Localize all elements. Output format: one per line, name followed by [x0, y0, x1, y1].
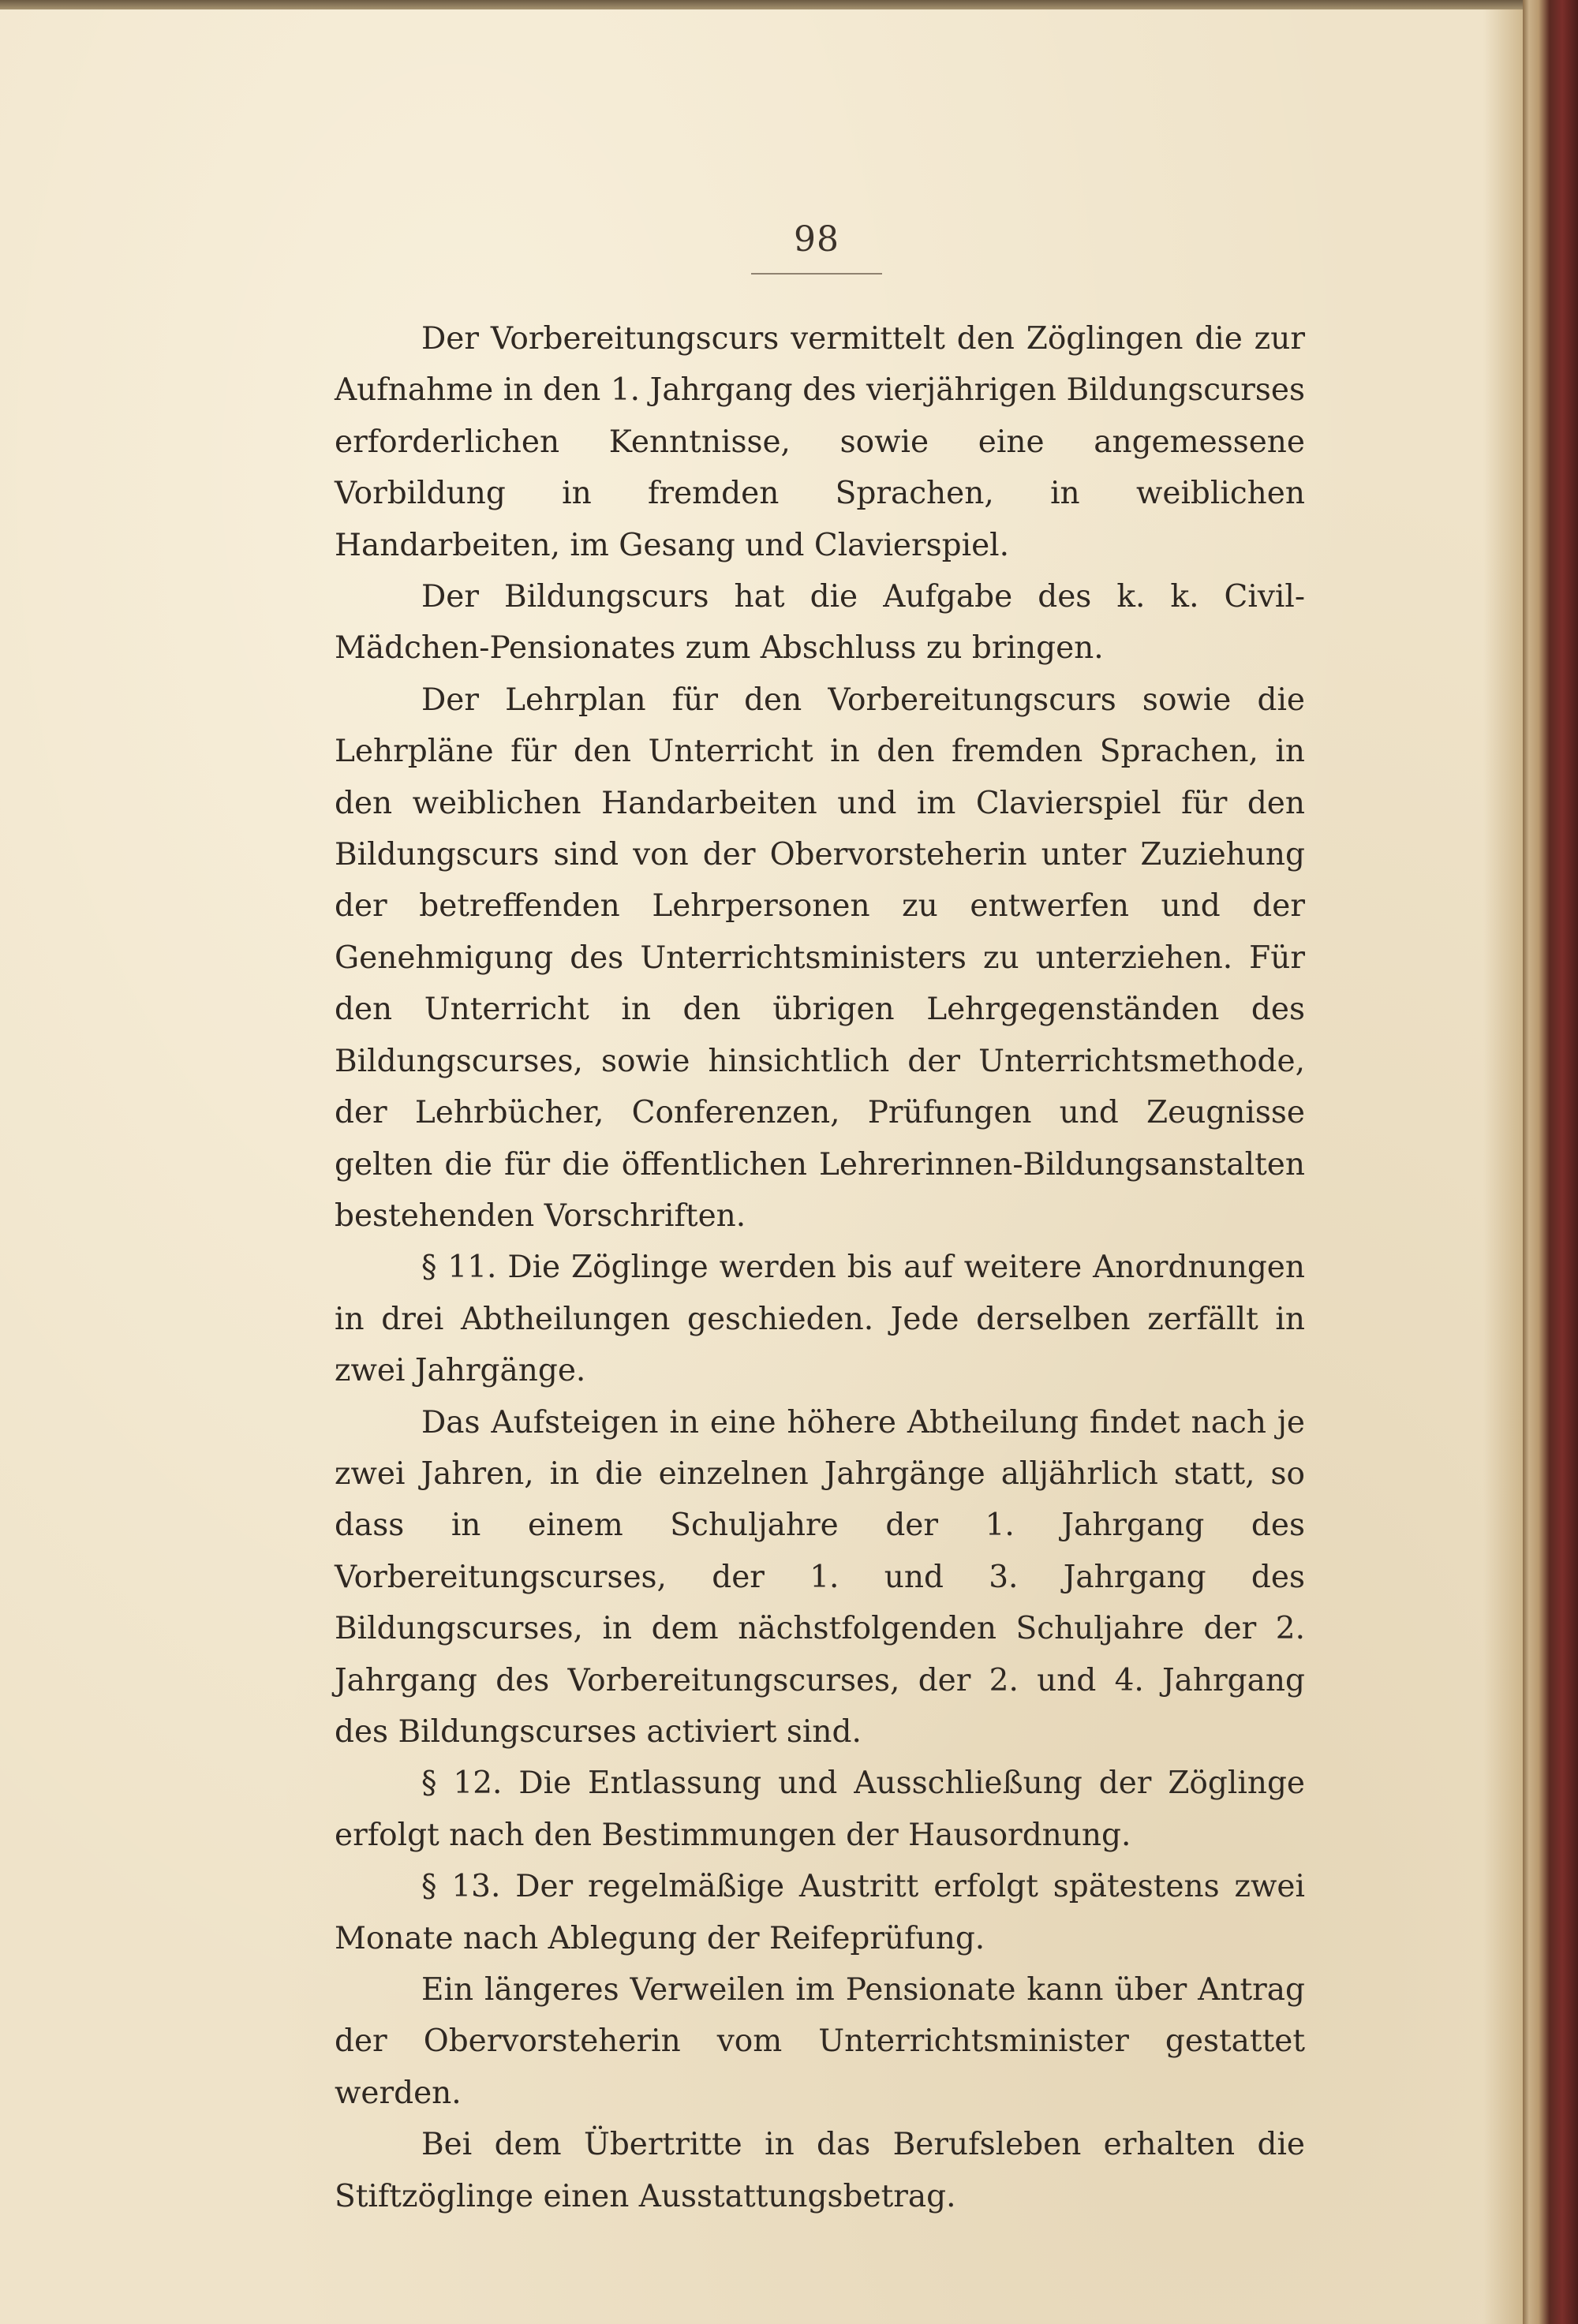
paragraph-section-11: § 11. Die Zöglinge werden bis auf weitere Anordnungen in drei Abtheilungen geschieden. Jede derselben zerfällt in zwei Jahrgänge. — [335, 1250, 1305, 1389]
paragraph-aufsteigen: Das Aufsteigen in eine höhere Abtheilung findet nach je zwei Jahren, in die einzelnen Jahrgänge alljährlich statt, so dass in einem Schuljahre der 1. Jahrgang des Vorbereitungscurses, der 1. und 3. Jahrgang des Bildungscurses, in dem nächstfolgenden Schuljahre der 2. Jahrgang des Vorbereitungscurses, der 2. und 4. Jahrgang des Bildungscurses activiert sind. — [335, 1404, 1305, 1750]
book-page — [0, 9, 1523, 2324]
paragraph-section-13: § 13. Der regelmäßige Austritt erfolgt spätestens zwei Monate nach Ablegung der Reifeprüfung. — [335, 1869, 1305, 1956]
paragraph-section-12: § 12. Die Entlassung und Ausschließung der Zöglinge erfolgt nach den Bestimmungen der Hausordnung. — [335, 1765, 1305, 1853]
page-number-rule — [751, 273, 882, 275]
gutter-shadow — [1483, 9, 1523, 2324]
paragraph-verweilen: Ein längeres Verweilen im Pensionate kann über Antrag der Obervorsteherin vom Unterrichtsminister gestattet werden. — [335, 1972, 1305, 2111]
paragraph-bildungscurs: Der Bildungscurs hat die Aufgabe des k. k. Civil-Mädchen-Pensionates zum Abschluss zu bringen. — [335, 579, 1305, 667]
body-text — [335, 313, 1305, 2222]
paragraph-vorbereitungscurs: Der Vorbereitungscurs vermittelt den Zöglingen die zur Aufnahme in den 1. Jahrgang des vierjährigen Bildungscurses erforderlichen Kenntnisse, sowie eine angemessene Vorbildung in fremden Sprachen, in weiblichen Handarbeiten, im Gesang und Clavierspiel. — [335, 321, 1305, 563]
paragraph-lehrplan: Der Lehrplan für den Vorbereitungscurs sowie die Lehrpläne für den Unterricht in den fremden Sprachen, in den weiblichen Handarbeiten und im Clavierspiel für den Bildungscurs sind von der Obervorsteherin unter Zuziehung der betreffenden Lehrpersonen zu entwerfen und der Genehmigung des Unterrichtsministers zu unterziehen. Für den Unterricht in den übrigen Lehrgegenständen des Bildungscurses, sowie hinsichtlich der Unterrichtsmethode, der Lehrbücher, Conferenzen, Prüfungen und Zeugnisse gelten die für die öffentlichen Lehrerinnen-Bildungsanstalten bestehenden Vorschriften. — [335, 682, 1305, 1234]
page-number: 98 — [794, 219, 839, 260]
book-cover-edge — [1523, 0, 1578, 2324]
paragraph-uebertritt: Bei dem Übertritte in das Berufsleben erhalten die Stiftzöglinge einen Ausstattungsbetrag. — [335, 2127, 1305, 2214]
